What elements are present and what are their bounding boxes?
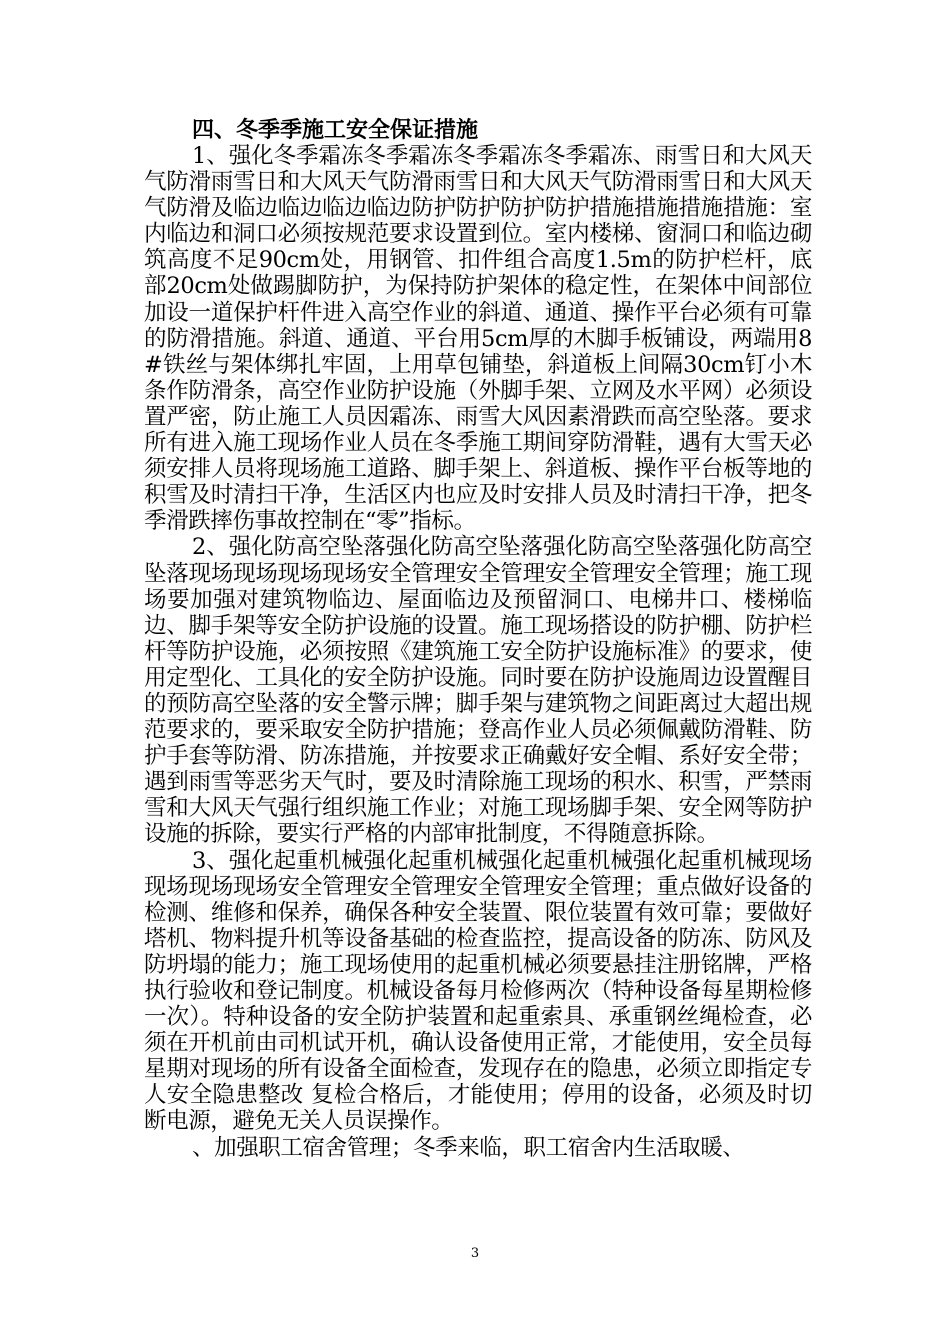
paragraph-4: 、加强职工宿舍管理；冬季来临，职工宿舍内生活取暖、: [192, 1134, 745, 1161]
section-heading: 四、冬季季施工安全保证措施: [192, 117, 479, 143]
paragraph-1: 1、强化冬季霜冻冬季霜冻冬季霜冻冬季霜冻、雨雪日和大风天气防滑雨雪日和大风天气防滑雨雪日和大风天气防滑雨雪日和大风天气防滑及临边临边临边临边防护防护防护防护措施措施措施措施：室内临边和洞口必须按规范要求设置到位。室内楼梯、窗洞口和临边砌筑高度不足90cm处，用钢管、扣件组合高度1.5m的防护栏杆，底部20cm处做踢脚防护，为保持防护架体的稳定性，在架体中间部位加设一道保护杆件进入高空作业的斜道、通道、操作平台必须有可靠的防滑措施。斜道、通道、平台用5cm厚的木脚手板铺设，两端用8#铁丝与架体绑扎牢固，上用草包铺垫，斜道板上间隔30cm钉小木条作防滑条，高空作业防护设施（外脚手架、立网及水平网）必须设置严密，防止施工人员因霜冻、雨雪大风因素滑跌而高空坠落。要求所有进入施工现场作业人员在冬季施工期间穿防滑鞋，遇有大雪天必须安排人员将现场施工道路、脚手架上、斜道板、操作平台板等地的积雪及时清扫干净，生活区内也应及时安排人员及时清扫干净，把冬季滑跌摔伤事故控制在“零”指标。: [144, 143, 812, 535]
document-body: [144, 117, 812, 1161]
paragraph-2: 2、强化防高空坠落强化防高空坠落强化防高空坠落强化防高空坠落现场现场现场现场安全管理安全管理安全管理安全管理；施工现场要加强对建筑物临边、屋面临边及预留洞口、电梯井口、楼梯临边、脚手架等安全防护设施的设置。施工现场搭设的防护棚、防护栏杆等防护设施，必须按照《建筑施工安全防护设施标准》的要求，使用定型化、工具化的安全防护设施。同时要在防护设施周边设置醒目的预防高空坠落的安全警示牌；脚手架与建筑物之间距离过大超出规范要求的，要采取安全防护措施；登高作业人员必须佩戴防滑鞋、防护手套等防滑、防冻措施，并按要求正确戴好安全帽、系好安全带；遇到雨雪等恶劣天气时，要及时清除施工现场的积水、积雪，严禁雨雪和大风天气强行组织施工作业；对施工现场脚手架、安全网等防护设施的拆除，要实行严格的内部审批制度，不得随意拆除。: [144, 534, 812, 848]
paragraph-3: 3、强化起重机械强化起重机械强化起重机械强化起重机械现场现场现场现场安全管理安全管理安全管理安全管理；重点做好设备的检测、维修和保养，确保各种安全装置、限位装置有效可靠；要做好塔机、物料提升机等设备基础的检查监控，提高设备的防冻、防风及防坍塌的能力；施工现场使用的起重机械必须要悬挂注册铭牌，严格执行验收和登记制度。机械设备每月检修两次（特种设备每星期检修一次）。特种设备的安全防护装置和起重索具、承重钢丝绳检查，必须在开机前由司机试开机，确认设备使用正常，才能使用，安全员每星期对现场的所有设备全面检查，发现存在的隐患，必须立即指定专人安全隐患整改 复检合格后，才能使用；停用的设备，必须及时切断电源，避免无关人员误操作。: [144, 847, 812, 1135]
page-number: 3: [470, 1246, 480, 1261]
